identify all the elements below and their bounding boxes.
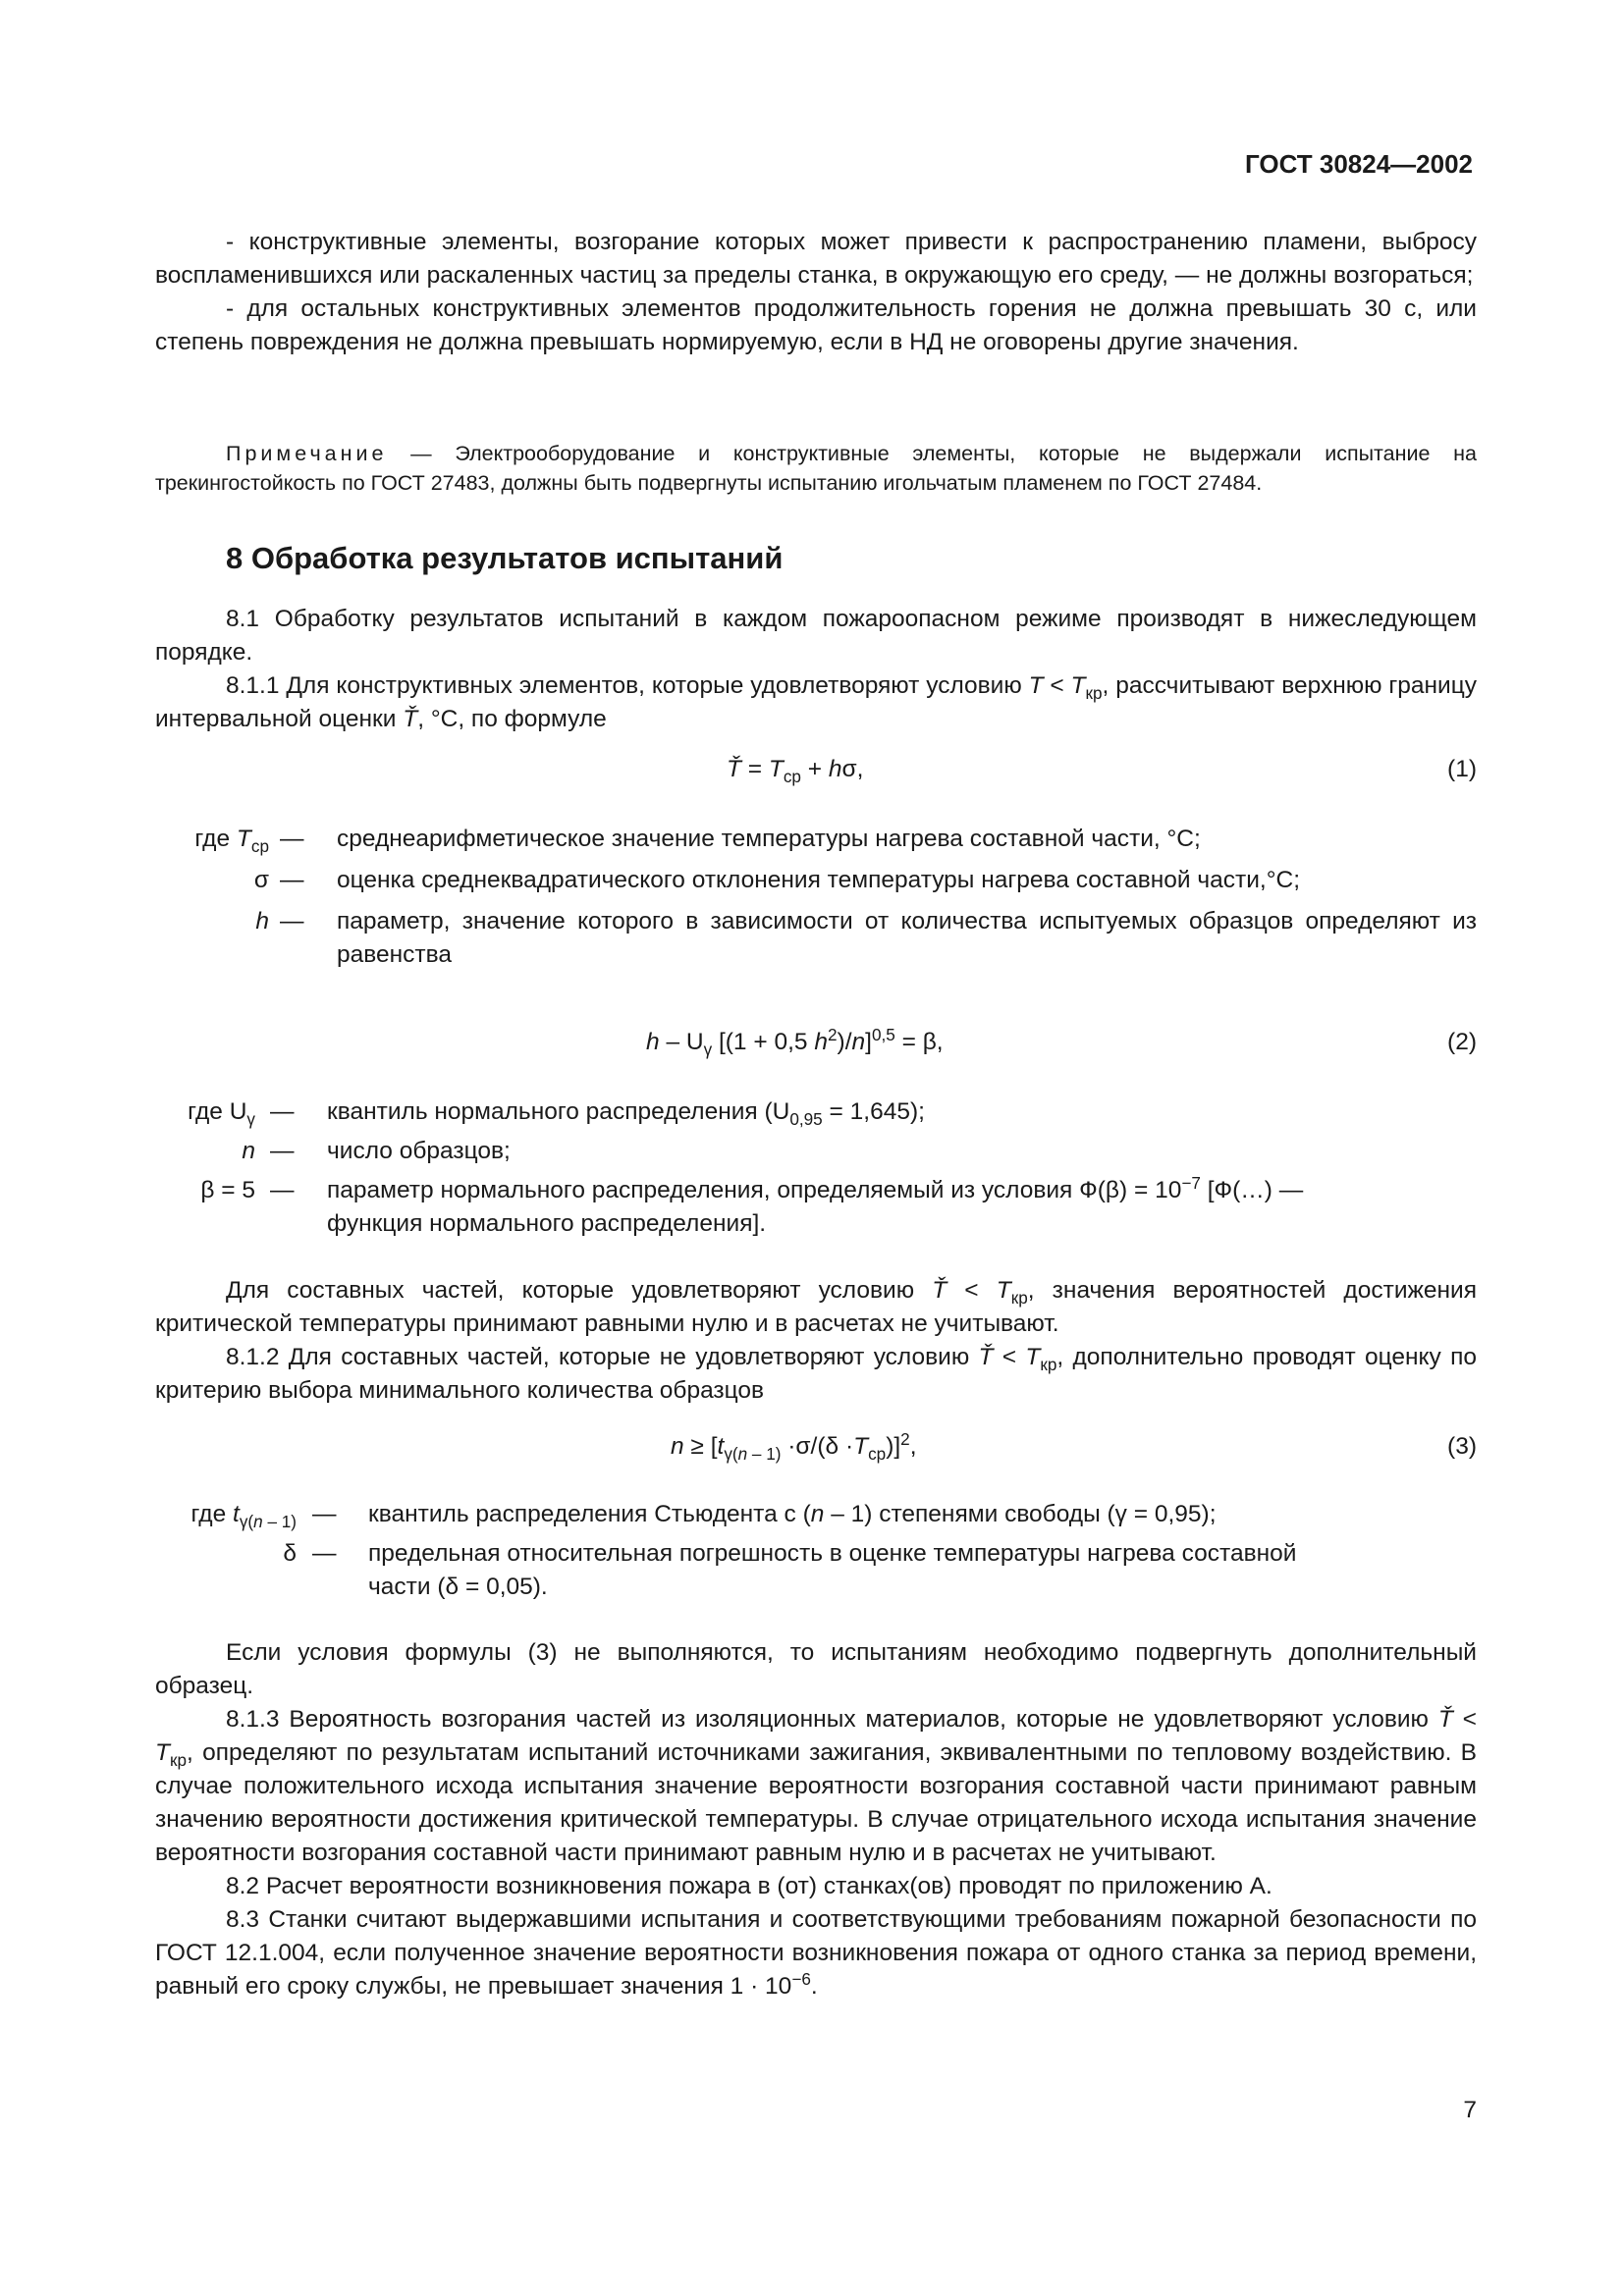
def-beta: параметр нормального распределения, определяемый из условия $Ф(\beta) = 10^{-7}$ [Ф(…) — функция нормального распределения].	[327, 1172, 1304, 1237]
tail-block	[155, 1636, 1477, 2003]
def-sigma: оценка среднеквадратического отклонения температуры нагрева составной части,°С;	[337, 867, 1301, 893]
formula-1-number: (1)	[1447, 756, 1477, 782]
document-header: ГОСТ 30824—2002	[1245, 149, 1473, 179]
def-symbol-beta: β = 5	[200, 1177, 255, 1203]
def-u-gamma: квантиль нормального распределения $(U_{0,95} = 1,645)$;	[327, 1098, 925, 1129]
formula-3-number: (3)	[1447, 1433, 1477, 1460]
def-t-student: квантиль распределения Стьюдента с (n – 1) степенями свободы (γ = 0,95);	[368, 1501, 1217, 1527]
section-heading: 8 Обработка результатов испытаний	[226, 541, 784, 575]
note-text: — Электрооборудование и конструктивные элементы, которые не выдержали испытание на трекингостойкость по ГОСТ 27483, должны быть подвергнуты испытанию игольчатым пламенем по ГОСТ 27484.	[155, 442, 1477, 495]
formula-2: h – $U_\gamma$ [(1 + 0,5 $h^2)/n]^{0,5} = \beta$,	[646, 1024, 944, 1059]
def-t-cp: среднеарифметическое значение температуры нагрева составной части, °С;	[337, 826, 1201, 852]
def-symbol-t-student: где $t_{\gamma(n - 1)}$	[190, 1501, 297, 1531]
def-symbol-h: h	[255, 908, 269, 934]
paragraph-8-2: 8.2 Расчет вероятности возникновения пожара в (от) станках(ов) проводят по приложению А.	[226, 1873, 1272, 1899]
def-symbol-u-gamma: где $U_\gamma$	[188, 1098, 255, 1129]
definitions-2: где $U_\gamma$ — квантиль нормального распределения $(U_{0,95} = 1,645)$; n — число образцов; β = 5 — параметр нормального распределения, определяемый из условия $Ф(\beta) = 10^{-7}$ [Ф(…) — функция нормального распределения].	[0, 1095, 1624, 1243]
def-symbol-n: n	[242, 1138, 255, 1164]
intro-block	[155, 226, 1477, 359]
paragraph-8-3: 8.3 Станки считают выдержавшими испытания и соответствующими требованиям пожарной безопасности по ГОСТ 12.1.004, если полученное значение вероятности возникновения пожара от одного станка за период времени, равный его сроку службы, не превышает значения $1 \cdot 10^{-6}$.	[155, 1906, 1477, 2000]
formula-1: Ť = $T_{ср} + h\sigma$,	[727, 756, 864, 786]
note-label: Примечание	[226, 442, 388, 465]
def-n: число образцов;	[327, 1138, 511, 1164]
definitions-1: где $T_{ср}$ — среднеарифметическое значение температуры нагрева составной части, °С; σ — оценка среднеквадратического отклонения температуры нагрева составной части,°С; h — параметр, значение которого в зависимости от количества испытуемых образцов определяют из равенства	[0, 823, 1624, 972]
paragraph-8-1-2: 8.1.2 Для составных частей, которые не удовлетворяют условию Ť < $T_{кр}$, дополнительно проводят оценку по критерию выбора минимального количества образцов	[155, 1344, 1477, 1404]
def-h: параметр, значение которого в зависимости от количества испытуемых образцов определяют из равенства	[337, 908, 1477, 968]
definitions-3: где $t_{\gamma(n - 1)}$ — квантиль распределения Стьюдента с (n – 1) степенями свободы (γ = 0,95); δ — предельная относительная погрешность в оценке температуры нагрева составной части (δ = 0,05).	[0, 1498, 1624, 1606]
page-number: 7	[1463, 2097, 1477, 2123]
paragraph-after-formula-2: Для составных частей, которые удовлетворяют условию Ť < $T_{кр}$, значения вероятностей достижения критической температуры принимают равными нулю и в расчетах не учитывают.	[155, 1277, 1478, 1337]
paragraph-8-1-3: 8.1.3 Вероятность возгорания частей из изоляционных материалов, которые не удовлетворяют условию Ť < $T_{кр}$, определяют по результатам испытаний источниками зажигания, эквивалентными по тепловому воздействию. В случае положительного исхода испытания значение вероятности возгорания составной части принимают равным значению вероятности достижения критической температуры. В случае отрицательного исхода испытания значение вероятности возгорания составной части принимают равным нулю и в расчетах не учитывают.	[155, 1706, 1477, 1866]
paragraph-8-1-1: 8.1.1 Для конструктивных элементов, которые удовлетворяют условию $T < T_{кр}$, рассчитывают верхнюю границу интервальной оценки Ť, °С, по формуле	[155, 672, 1478, 732]
def-delta: предельная относительная погрешность в оценке температуры нагрева составной части (δ = 0,05).	[368, 1540, 1297, 1600]
paragraph-8-1: 8.1 Обработку результатов испытаний в каждом пожароопасном режиме производят в нижеследующем порядке.	[155, 606, 1477, 666]
def-symbol-t-cp: где $T_{ср}$	[194, 826, 269, 856]
def-symbol-sigma: σ	[253, 867, 269, 893]
section-8-1-block	[155, 603, 1477, 736]
paragraph-after-formula-3: Если условия формулы (3) не выполняются, то испытаниям необходимо подвергнуть дополнительный образец.	[155, 1639, 1477, 1699]
note-block	[155, 439, 1477, 498]
def-symbol-delta: δ	[283, 1540, 297, 1567]
formula-3: $n \ge [t_{\gamma(n - 1)} \cdot\sigma/(\delta \cdot T_{ср})]^2$,	[671, 1428, 917, 1464]
section-8-1-2-block	[155, 1274, 1477, 1408]
formula-2-number: (2)	[1447, 1029, 1477, 1055]
paragraph-intro-1: - конструктивные элементы, возгорание которых может привести к распространению пламени, выбросу воспламенившихся или раскаленных частиц за пределы станка, в окружающую его среду, — не должны возгораться;	[155, 229, 1477, 289]
paragraph-intro-2: - для остальных конструктивных элементов продолжительность горения не должна превышать 30 с, или степень повреждения не должна превышать нормируемую, если в НД не оговорены другие значения.	[155, 295, 1477, 355]
